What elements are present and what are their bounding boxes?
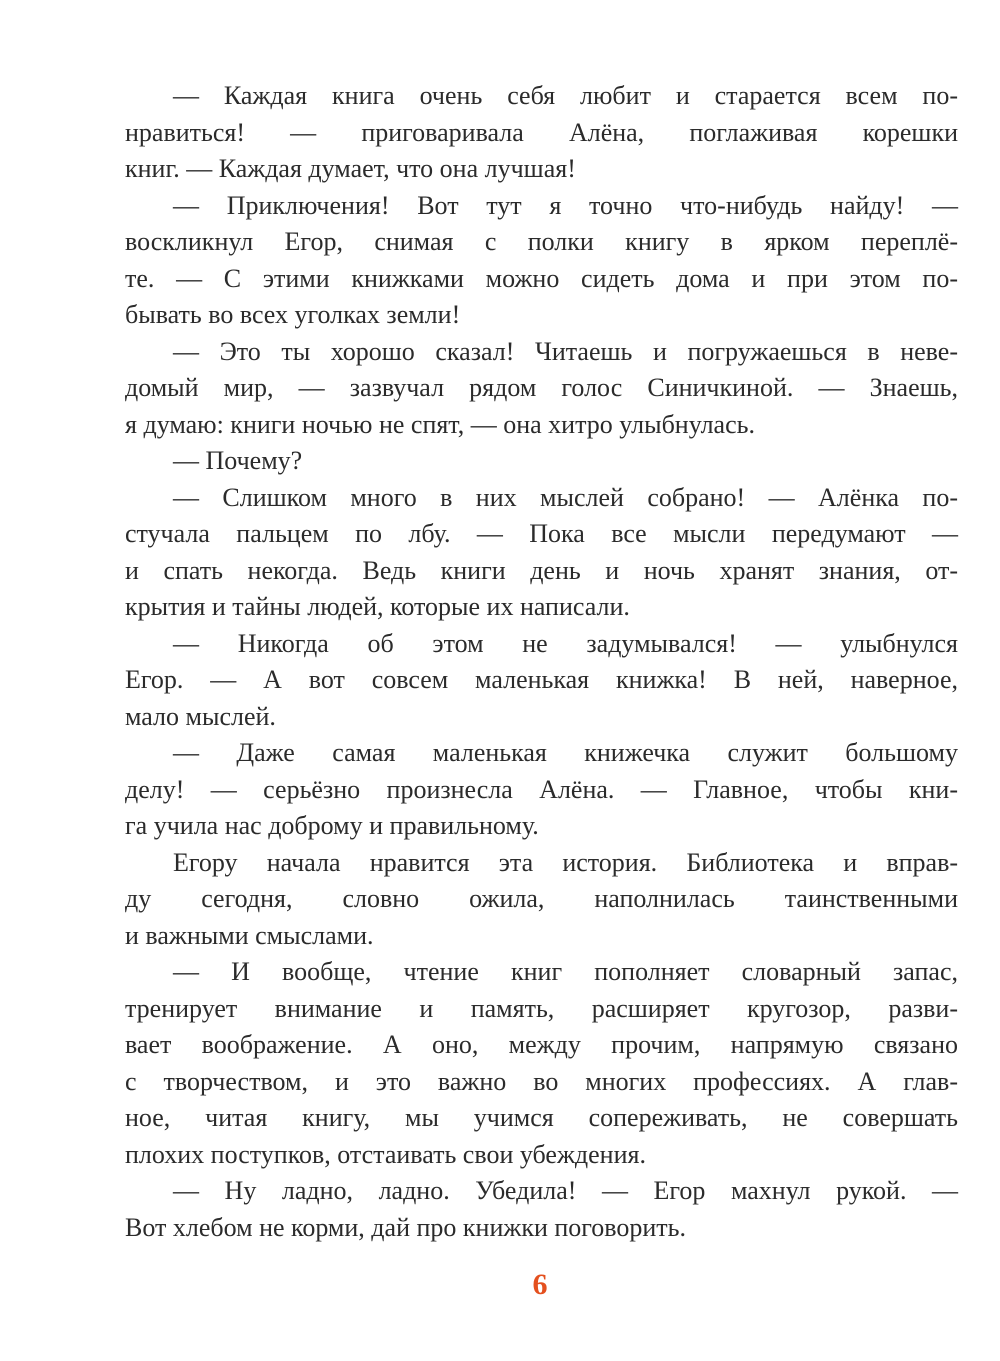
text-line: воскликнул Егор, снимая с полки книгу в ярком переплё- — [125, 227, 958, 256]
text-line: я думаю: книги ночью не спят, — она хитро улыбнулась. — [125, 409, 755, 439]
text-line: га учила нас доброму и правильному. — [125, 811, 539, 840]
text-line: бывать во всех уголках земли! — [125, 300, 461, 329]
text-line: те. — С этими книжками можно сидеть дома и при этом по- — [125, 263, 958, 293]
text-line: Егор. — А вот совсем маленькая книжка! В ней, наверное, — [125, 665, 958, 694]
page-number: 6 — [532, 1268, 548, 1301]
text-line: Вот хлебом не корми, дай про книжки поговорить. — [125, 1212, 687, 1242]
text-line: книг. — Каждая думает, что она лучшая! — [125, 154, 576, 183]
text-line: с творчеством, и это важно во многих профессиях. А глав- — [125, 1066, 958, 1096]
text-line: — Каждая книга очень себя любит и старается всем по- — [173, 81, 958, 110]
text-line: — Даже самая маленькая книжечка служит большому — [173, 738, 958, 767]
text-line: и спать некогда. Ведь книги день и ночь хранят знания, от- — [125, 555, 958, 585]
text-line: тренирует внимание и память, расширяет кругозор, разви- — [125, 993, 958, 1023]
text-line: ду сегодня, словно ожила, наполнилась таинственными — [125, 884, 958, 913]
text-line: нравиться! — приговаривала Алёна, поглаживая корешки — [125, 117, 958, 147]
text-line: плохих поступков, отстаивать свои убеждения. — [125, 1139, 646, 1169]
text-line: делу! — серьёзно произнесла Алёна. — Главное, чтобы кни- — [125, 774, 958, 804]
text-line: стучала пальцем по лбу. — Пока все мысли передумают — — [125, 519, 958, 548]
text-line: крытия и тайны людей, которые их написали. — [125, 592, 630, 621]
text-line: и важными смыслами. — [125, 920, 374, 950]
text-line: мало мыслей. — [125, 701, 276, 731]
text-line: — Никогда об этом не задумывался! — улыбнулся — [173, 628, 958, 658]
text-line: — Слишком много в них мыслей собрано! — Алёнка по- — [173, 482, 958, 512]
text-line: — Это ты хорошо сказал! Читаешь и погружаешься в неве- — [173, 336, 958, 366]
text-line: — И вообще, чтение книг пополняет словарный запас, — [173, 957, 958, 986]
text-line: домый мир, — зазвучал рядом голос Синичкиной. — Знаешь, — [125, 373, 958, 402]
text-line: ное, читая книгу, мы учимся сопереживать, не совершать — [125, 1103, 958, 1132]
text-line: — Приключения! Вот тут я точно что-нибудь найду! — — [173, 190, 958, 220]
text-line: — Ну ладно, ладно. Убедила! — Егор махнул рукой. — — [173, 1176, 958, 1205]
text-line: — Почему? — [173, 446, 303, 475]
text-line: Егору начала нравится эта история. Библиотека и вправ- — [173, 847, 958, 877]
body-text — [125, 78, 958, 1246]
text-line: вает воображение. А оно, между прочим, напрямую связано — [125, 1030, 958, 1059]
